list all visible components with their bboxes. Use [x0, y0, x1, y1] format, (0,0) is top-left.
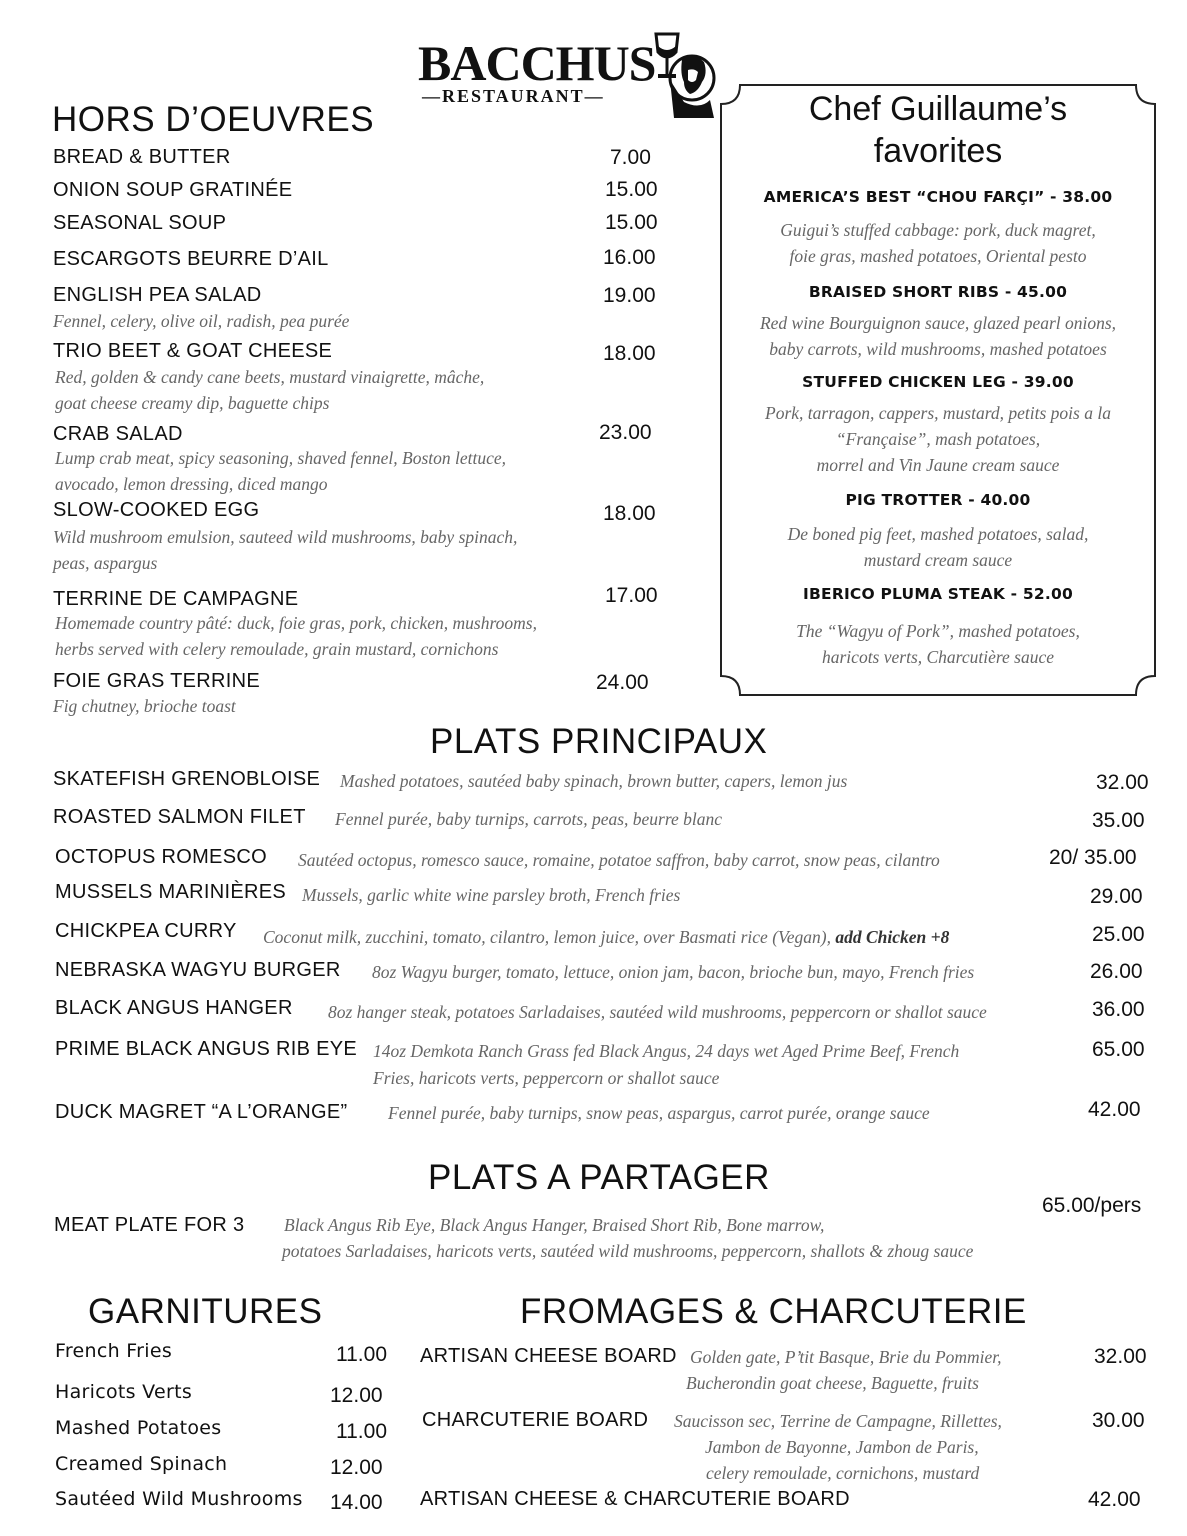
- meat-plate-price: 65.00/pers: [1042, 1194, 1142, 1217]
- hors-item-desc: Fig chutney, brioche toast: [53, 696, 236, 716]
- chef-dish-desc: The “Wagyu of Pork”, mashed potatoes,: [796, 621, 1080, 641]
- hors-item-desc: goat cheese creamy dip, baguette chips: [55, 393, 330, 413]
- fromage-price: 42.00: [1088, 1488, 1141, 1511]
- hors-doeuvres-heading: HORS D’OEUVRES: [52, 100, 375, 139]
- chef-dish-desc: De boned pig feet, mashed potatoes, salad,: [787, 524, 1089, 544]
- plat-name: ROASTED SALMON FILET: [53, 806, 306, 828]
- garniture-name: Mashed Potatoes: [55, 1417, 222, 1439]
- chef-dish-desc: Guigui’s stuffed cabbage: pork, duck magret,: [780, 220, 1096, 240]
- chef-dish-desc: mustard cream sauce: [863, 550, 1013, 570]
- fromages-charcuterie-heading: FROMAGES & CHARCUTERIE: [520, 1292, 1027, 1331]
- plats-a-partager-heading: PLATS A PARTAGER: [428, 1158, 770, 1197]
- plat-price: 36.00: [1092, 998, 1145, 1021]
- hors-item-price: 23.00: [599, 421, 652, 444]
- bacchus-emblem-icon: [644, 30, 716, 120]
- garniture-price: 12.00: [330, 1456, 383, 1479]
- plat-desc: Mashed potatoes, sautéed baby spinach, brown butter, capers, lemon jus: [340, 771, 848, 791]
- hors-item-name: SEASONAL SOUP: [53, 212, 227, 234]
- hors-item-price: 19.00: [603, 284, 656, 307]
- chef-favorites-box: [720, 84, 1156, 696]
- chef-dish-name: BRAISED SHORT RIBS - 45.00: [808, 283, 1068, 301]
- plat-name: CHICKPEA CURRY: [55, 920, 237, 942]
- chef-title-line-2: favorites: [873, 132, 1003, 170]
- plat-name: BLACK ANGUS HANGER: [55, 997, 293, 1019]
- meat-plate-desc-line-1: Black Angus Rib Eye, Black Angus Hanger, Braised Short Rib, Bone marrow,: [284, 1215, 825, 1235]
- hors-item-name: SLOW-COOKED EGG: [53, 499, 260, 521]
- plat-desc: Sautéed octopus, romesco sauce, romaine, potatoe saffron, baby carrot, snow peas, cilantro: [298, 850, 940, 870]
- chef-dish-desc: Pork, tarragon, cappers, mustard, petits pois a la: [765, 403, 1111, 423]
- plat-name: MUSSELS MARINIÈRES: [55, 881, 287, 903]
- chef-title-line-1: Chef Guillaume’s: [808, 90, 1068, 128]
- plat-desc: Mussels, garlic white wine parsley broth, French fries: [302, 885, 681, 905]
- garniture-price: 12.00: [330, 1384, 383, 1407]
- hors-item-price: 7.00: [610, 146, 651, 169]
- plat-desc: Fennel purée, baby turnips, carrots, peas, beurre blanc: [335, 809, 723, 829]
- hors-item-price: 15.00: [605, 178, 658, 201]
- plat-desc: 8oz Wagyu burger, tomato, lettuce, onion jam, bacon, brioche bun, mayo, French fries: [372, 962, 975, 982]
- hors-item-desc: Red, golden & candy cane beets, mustard vinaigrette, mâche,: [55, 367, 485, 387]
- garniture-price: 14.00: [330, 1491, 383, 1514]
- plat-price: 20/ 35.00: [1049, 846, 1137, 869]
- fromage-name: ARTISAN CHEESE & CHARCUTERIE BOARD: [420, 1488, 850, 1510]
- plat-price: 26.00: [1090, 960, 1143, 983]
- plat-desc: Coconut milk, zucchini, tomato, cilantro, lemon juice, over Basmati rice (Vegan), add Chicken +8: [263, 927, 950, 947]
- chef-dish-desc: “Française”, mash potatoes,: [835, 429, 1041, 449]
- garniture-name: Creamed Spinach: [55, 1453, 228, 1475]
- hors-item-price: 18.00: [603, 502, 656, 525]
- hors-item-desc: avocado, lemon dressing, diced mango: [55, 474, 328, 494]
- hors-item-desc: Lump crab meat, spicy seasoning, shaved fennel, Boston lettuce,: [55, 448, 507, 468]
- hors-item-price: 15.00: [605, 211, 658, 234]
- plat-desc: 14oz Demkota Ranch Grass fed Black Angus, 24 days wet Aged Prime Beef, French: [373, 1041, 960, 1061]
- fromage-desc: Golden gate, P’tit Basque, Brie du Pommier,: [690, 1347, 1002, 1367]
- plat-price: 32.00: [1096, 771, 1149, 794]
- restaurant-logo: [418, 30, 718, 120]
- chef-dish-name: STUFFED CHICKEN LEG - 39.00: [802, 373, 1074, 391]
- hors-item-name: CRAB SALAD: [53, 423, 183, 445]
- garniture-price: 11.00: [336, 1343, 387, 1366]
- plat-price: 29.00: [1090, 885, 1143, 908]
- chef-dish-name: IBERICO PLUMA STEAK - 52.00: [803, 585, 1073, 603]
- hors-item-desc: Fennel, celery, olive oil, radish, pea purée: [53, 311, 350, 331]
- hors-item-name: TERRINE DE CAMPAGNE: [53, 588, 299, 610]
- chef-dish-name: AMERICA’S BEST “CHOU FARÇI” - 38.00: [763, 188, 1113, 206]
- plat-name: DUCK MAGRET “A L’ORANGE”: [55, 1101, 348, 1123]
- plat-name: PRIME BLACK ANGUS RIB EYE: [55, 1038, 358, 1060]
- garniture-name: Sautéed Wild Mushrooms: [55, 1488, 303, 1510]
- plat-price: 35.00: [1092, 809, 1145, 832]
- hors-item-name: ONION SOUP GRATINÉE: [53, 179, 293, 201]
- hors-item-price: 16.00: [603, 246, 656, 269]
- logo-wordmark: BACCHUS: [418, 35, 656, 91]
- hors-item-desc: Homemade country pâté: duck, foie gras, pork, chicken, mushrooms,: [55, 613, 537, 633]
- fromage-desc: Saucisson sec, Terrine de Campagne, Rillettes,: [674, 1411, 1002, 1431]
- chef-dish-desc: baby carrots, wild mushrooms, mashed potatoes: [769, 339, 1107, 359]
- plat-desc: Fries, haricots verts, peppercorn or shallot sauce: [373, 1068, 720, 1088]
- fromage-name: CHARCUTERIE BOARD: [422, 1409, 649, 1431]
- chef-dish-desc: haricots verts, Charcutière sauce: [822, 647, 1054, 667]
- plat-desc-bold: add Chicken +8: [835, 927, 950, 947]
- plat-price: 65.00: [1092, 1038, 1145, 1061]
- hors-item-name: FOIE GRAS TERRINE: [53, 670, 260, 692]
- hors-item-name: BREAD & BUTTER: [53, 146, 231, 168]
- plats-principaux-heading: PLATS PRINCIPAUX: [430, 722, 768, 761]
- plat-price: 42.00: [1088, 1098, 1141, 1121]
- hors-item-desc: Wild mushroom emulsion, sauteed wild mushrooms, baby spinach,: [53, 527, 518, 547]
- plat-name: NEBRASKA WAGYU BURGER: [55, 959, 341, 981]
- garniture-name: Haricots Verts: [55, 1381, 193, 1403]
- hors-item-name: ENGLISH PEA SALAD: [53, 284, 262, 306]
- hors-item-price: 18.00: [603, 342, 656, 365]
- chef-dish-desc: morrel and Vin Jaune cream sauce: [816, 455, 1060, 475]
- hors-item-desc: peas, aspargus: [53, 553, 158, 573]
- garniture-price: 11.00: [336, 1420, 387, 1443]
- hors-item-price: 17.00: [605, 584, 658, 607]
- plat-price: 25.00: [1092, 923, 1145, 946]
- fromage-desc: Jambon de Bayonne, Jambon de Paris,: [705, 1437, 979, 1457]
- logo-subtitle: —RESTAURANT—: [422, 86, 605, 106]
- chef-dish-desc: Red wine Bourguignon sauce, glazed pearl onions,: [759, 313, 1117, 333]
- plat-desc: Fennel purée, baby turnips, snow peas, aspargus, carrot purée, orange sauce: [388, 1103, 930, 1123]
- fromage-name: ARTISAN CHEESE BOARD: [420, 1345, 677, 1367]
- hors-item-name: TRIO BEET & GOAT CHEESE: [53, 340, 333, 362]
- hors-item-desc: herbs served with celery remoulade, grain mustard, cornichons: [55, 639, 499, 659]
- fromage-price: 32.00: [1094, 1345, 1147, 1368]
- meat-plate-name: MEAT PLATE FOR 3: [54, 1214, 245, 1236]
- chef-dish-desc: foie gras, mashed potatoes, Oriental pesto: [789, 246, 1087, 266]
- plat-name: SKATEFISH GRENOBLOISE: [53, 768, 321, 790]
- garniture-name: French Fries: [55, 1340, 173, 1362]
- hors-item-price: 24.00: [596, 671, 649, 694]
- fromage-price: 30.00: [1092, 1409, 1145, 1432]
- chef-dish-name: PIG TROTTER - 40.00: [845, 491, 1031, 509]
- fromage-desc: Bucherondin goat cheese, Baguette, fruits: [686, 1373, 979, 1393]
- hors-item-name: ESCARGOTS BEURRE D’AIL: [53, 248, 329, 270]
- fromage-desc: celery remoulade, cornichons, mustard: [706, 1463, 980, 1483]
- garnitures-heading: GARNITURES: [88, 1292, 323, 1331]
- plat-desc: 8oz hanger steak, potatoes Sarladaises, sautéed wild mushrooms, peppercorn or shallot sauce: [328, 1002, 987, 1022]
- meat-plate-desc-line-2: potatoes Sarladaises, haricots verts, sautéed wild mushrooms, peppercorn, shallots & zhoug sauce: [282, 1241, 974, 1261]
- plat-name: OCTOPUS ROMESCO: [55, 846, 267, 868]
